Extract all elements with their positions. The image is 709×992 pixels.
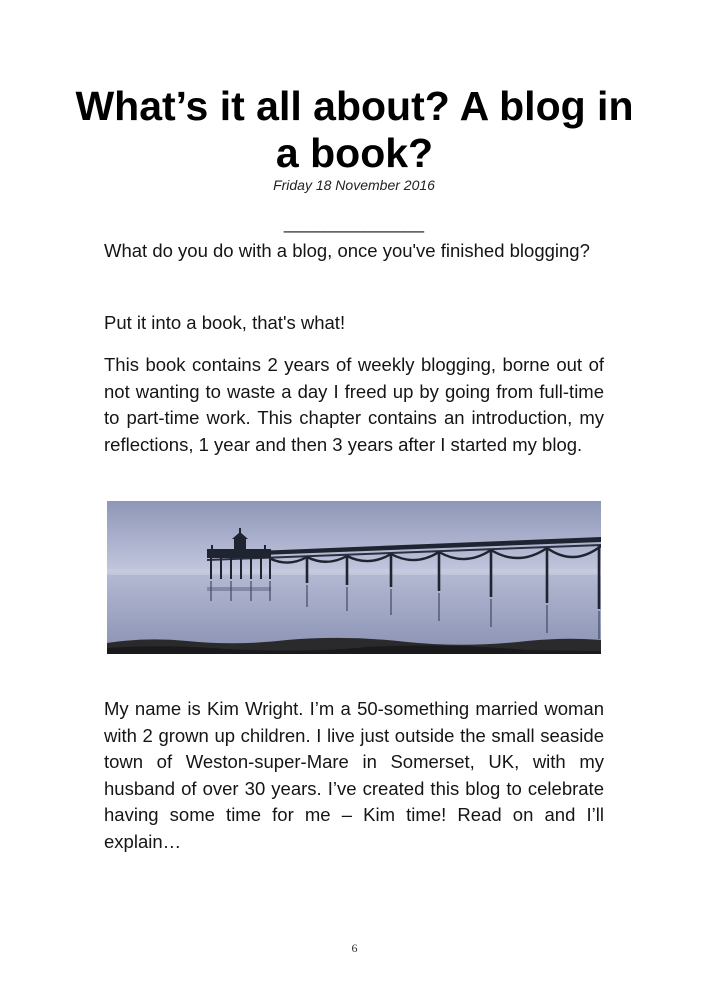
- separator-line: ______________: [283, 213, 425, 233]
- paragraph-intro-question: What do you do with a blog, once you've finished blogging?: [104, 240, 590, 261]
- page-title: What’s it all about? A blog in a book?: [75, 83, 634, 176]
- paragraph-about-author: My name is Kim Wright. I’m a 50-something married woman with 2 grown up children. I live just outside the small seaside town of Weston-super-Mare in Somerset, UK, with my husband of over 30 years. I’ve created this blog to celebrate having some time for me – Kim time! Read on and I’ll explain…: [104, 698, 604, 852]
- pier-photo: [107, 501, 601, 654]
- page-number: 6: [351, 941, 358, 955]
- paragraph-book-contents: This book contains 2 years of weekly blogging, borne out of not wanting to waste a day I freed up by going from full-time to part-time work. This chapter contains an introduction, my reflections, 1 year and then 3 years after I started my blog.: [104, 354, 604, 455]
- paragraph-intro-answer: Put it into a book, that's what!: [104, 312, 346, 333]
- post-date: Friday 18 November 2016: [273, 177, 435, 193]
